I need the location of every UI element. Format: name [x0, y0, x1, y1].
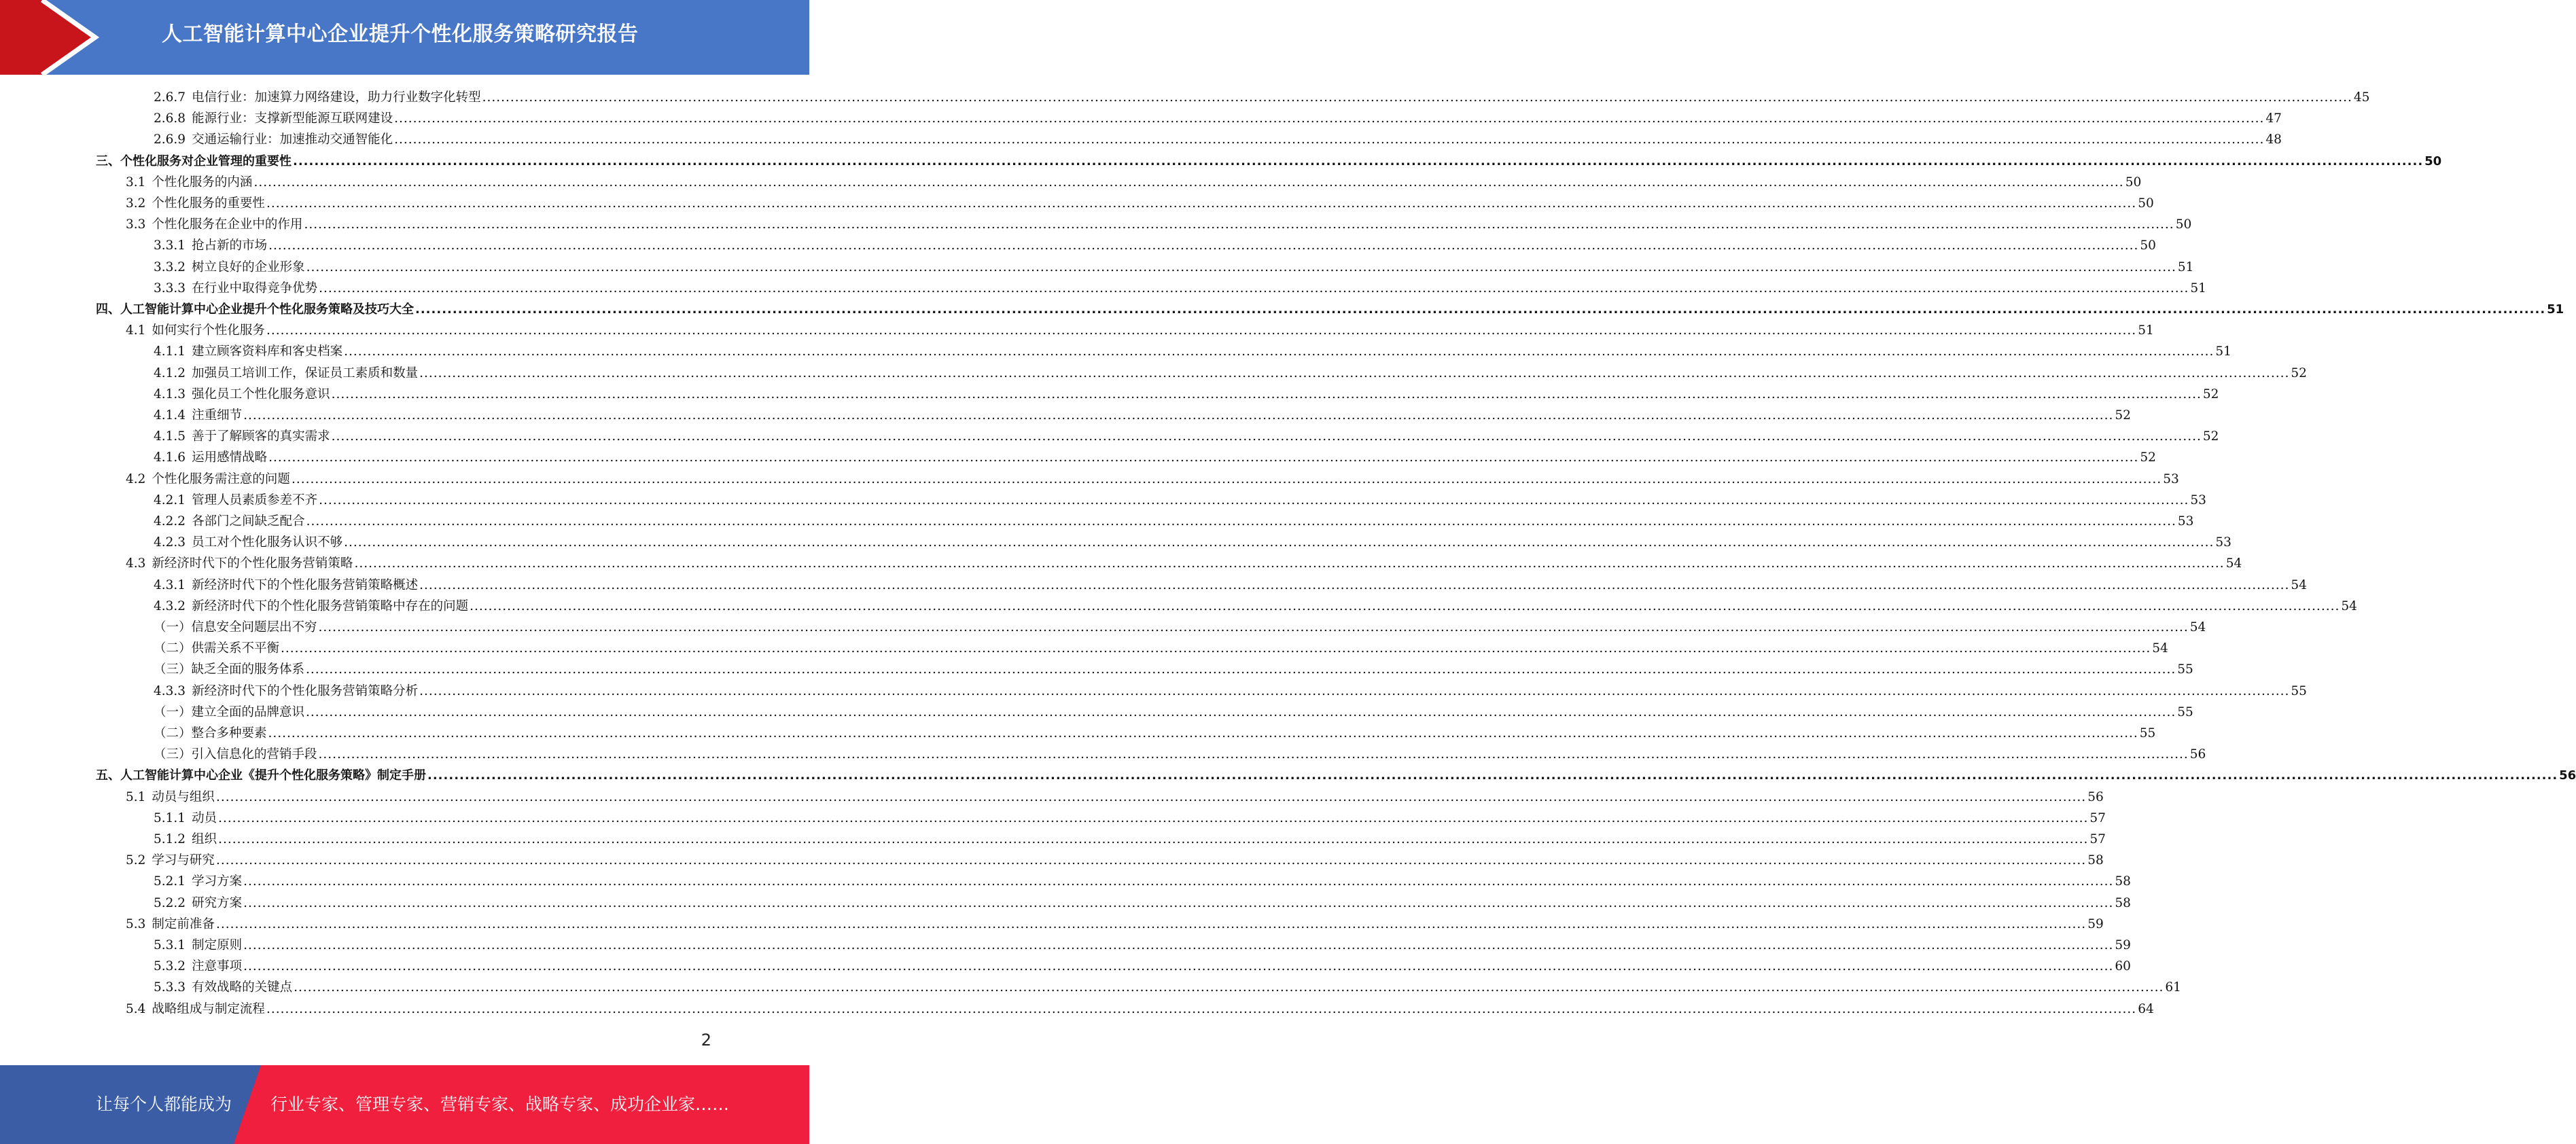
toc-entry-page: 56 [2189, 747, 2206, 762]
toc-entry-page: 50 [2138, 196, 2154, 211]
toc-dot-leader: ................................................................................................................................................................................................................................................................................................................................................................................................................ [243, 874, 2114, 889]
toc-entry-label [154, 977, 292, 998]
toc-dot-leader: ................................................................................................................................................................................................................................................................................................................................................................................................................ [215, 916, 2087, 931]
toc-entry-title: 交通运输行业：加速推动交通智能化 [192, 132, 393, 147]
toc-entry-page: 54 [2189, 620, 2206, 634]
toc-entry-label [154, 129, 393, 150]
toc-entry-number: 4.1.5 [154, 429, 186, 444]
toc-entry-title: 学习与研究 [152, 853, 215, 868]
toc-entry[interactable] [154, 384, 2219, 405]
toc-entry-label [154, 532, 342, 553]
toc-entry-label [154, 871, 242, 892]
toc-entry-label [96, 151, 292, 172]
toc-entry-title: （三）缺乏全面的服务体系 [154, 662, 305, 677]
toc-dot-leader: ................................................................................................................................................................................................................................................................................................................................................................................................................ [419, 683, 2290, 698]
toc-entry-page: 56 [2087, 789, 2104, 804]
toc-dot-leader: ................................................................................................................................................................................................................................................................................................................................................................................................................ [266, 1001, 2137, 1016]
toc-entry-label [154, 744, 317, 765]
toc-entry[interactable] [154, 617, 2206, 638]
toc-entry-title: 强化员工个性化服务意识 [192, 387, 330, 401]
toc-entry-page: 54 [2225, 556, 2242, 571]
toc-entry-number: 3.3.1 [154, 238, 186, 253]
toc-entry-title: （一）建立全面的品牌意识 [154, 704, 305, 719]
toc-entry-label [96, 765, 426, 786]
toc-entry-page: 58 [2115, 895, 2131, 910]
toc-entry-title: 运用感情战略 [192, 450, 268, 465]
toc-entry[interactable] [154, 702, 2193, 723]
toc-entry-title: 在行业中取得竞争优势 [192, 281, 318, 296]
toc-entry-page: 51 [2138, 323, 2154, 338]
toc-entry-page: 51 [2215, 344, 2231, 359]
toc-dot-leader: ................................................................................................................................................................................................................................................................................................................................................................................................................ [215, 853, 2087, 868]
toc-entry-number: 2.6.7 [154, 90, 186, 105]
toc-entry-label [154, 956, 242, 977]
toc-entry-label [126, 214, 302, 235]
toc-entry[interactable] [154, 278, 2206, 299]
toc-dot-leader: ................................................................................................................................................................................................................................................................................................................................................................................................................ [253, 175, 2124, 190]
toc-entry-title: 善于了解顾客的真实需求 [192, 429, 330, 444]
toc-entry-number: 5.1 [126, 789, 146, 804]
toc-entry-number: 4.1.1 [154, 344, 186, 359]
toc-entry-page: 52 [2140, 450, 2156, 465]
toc-entry[interactable] [96, 299, 2564, 320]
toc-dot-leader: ................................................................................................................................................................................................................................................................................................................................................................................................................ [268, 450, 2139, 465]
toc-dot-leader: ................................................................................................................................................................................................................................................................................................................................................................................................................ [415, 302, 2546, 317]
toc-entry-label [126, 914, 215, 935]
toc-entry[interactable] [154, 447, 2156, 468]
toc-entry-title: 电信行业：加速算力网络建设，助力行业数字化转型 [192, 90, 481, 105]
toc-entry[interactable] [154, 744, 2206, 765]
toc-entry[interactable] [154, 405, 2131, 426]
toc-entry-title: 三、个性化服务对企业管理的重要性 [96, 154, 292, 168]
toc-entry[interactable] [154, 363, 2307, 384]
toc-entry-title: 注重细节 [192, 408, 243, 423]
toc-entry-title: 个性化服务在企业中的作用 [152, 217, 303, 232]
toc-entry-title: 四、人工智能计算中心企业提升个性化服务策略及技巧大全 [96, 302, 414, 317]
toc-entry[interactable] [126, 214, 2192, 235]
toc-entry-label [154, 426, 330, 447]
toc-dot-leader: ................................................................................................................................................................................................................................................................................................................................................................................................................ [344, 344, 2215, 359]
toc-entry-page: 61 [2165, 980, 2181, 995]
toc-entry-title: 个性化服务的内涵 [152, 175, 253, 190]
toc-entry[interactable] [96, 765, 2576, 786]
toc-entry-page: 58 [2087, 853, 2104, 868]
toc-entry-title: 制定原则 [192, 938, 243, 952]
toc-entry-label [126, 469, 290, 490]
toc-entry-label [154, 235, 267, 256]
toc-entry[interactable] [154, 638, 2168, 659]
toc-dot-leader: ................................................................................................................................................................................................................................................................................................................................................................................................................ [268, 238, 2139, 253]
toc-entry[interactable] [126, 469, 2179, 490]
toc-entry-label [154, 893, 242, 914]
toc-entry-page: 52 [2115, 408, 2131, 423]
toc-entry[interactable] [154, 257, 2194, 278]
toc-entry-title: 新经济时代下的个性化服务营销策略概述 [192, 577, 419, 592]
toc-entry-page: 53 [2190, 493, 2206, 507]
toc-entry-number: 4.3.3 [154, 683, 186, 698]
toc-dot-leader: ................................................................................................................................................................................................................................................................................................................................................................................................................ [243, 938, 2114, 952]
toc-entry-number: 4.2.2 [154, 514, 186, 529]
toc-entry-title: 个性化服务的重要性 [152, 196, 265, 211]
toc-entry-number: 5.3.2 [154, 959, 186, 974]
toc-entry-label [154, 659, 304, 680]
toc-dot-leader: ................................................................................................................................................................................................................................................................................................................................................................................................................ [394, 111, 2265, 126]
toc-entry[interactable] [154, 341, 2231, 362]
toc-entry-label [96, 299, 414, 320]
toc-entry-page: 60 [2115, 959, 2131, 974]
toc-entry-page: 59 [2087, 916, 2104, 931]
toc-entry[interactable] [126, 172, 2142, 193]
toc-entry-page: 52 [2202, 429, 2219, 444]
toc-entry-number: 4.3 [126, 556, 146, 571]
toc-entry-label [154, 87, 481, 108]
toc-dot-leader: ................................................................................................................................................................................................................................................................................................................................................................................................................ [218, 832, 2089, 846]
toc-dot-leader: ................................................................................................................................................................................................................................................................................................................................................................................................................ [306, 704, 2176, 719]
toc-entry-page: 52 [2202, 387, 2219, 401]
toc-entry[interactable] [154, 659, 2193, 680]
toc-entry-title: 新经济时代下的个性化服务营销策略分析 [192, 683, 419, 698]
toc-entry[interactable] [126, 193, 2154, 214]
toc-entry-page: 58 [2115, 874, 2131, 889]
toc-dot-leader: ................................................................................................................................................................................................................................................................................................................................................................................................................ [482, 90, 2352, 105]
toc-entry-page: 57 [2089, 832, 2106, 846]
toc-dot-leader: ................................................................................................................................................................................................................................................................................................................................................................................................................ [331, 387, 2202, 401]
toc-entry-label [126, 850, 215, 871]
toc-dot-leader: ................................................................................................................................................................................................................................................................................................................................................................................................................ [419, 365, 2290, 380]
toc-entry-title: 动员与组织 [152, 789, 215, 804]
toc-entry-page: 51 [2177, 260, 2194, 274]
toc-entry-title: 研究方案 [192, 895, 243, 910]
toc-entry[interactable] [154, 596, 2357, 617]
toc-entry-number: 3.3.3 [154, 281, 186, 296]
toc-entry[interactable] [154, 511, 2194, 532]
toc-dot-leader: ................................................................................................................................................................................................................................................................................................................................................................................................................ [306, 662, 2176, 677]
toc-dot-leader: ................................................................................................................................................................................................................................................................................................................................................................................................................ [243, 408, 2114, 423]
toc-dot-leader: ................................................................................................................................................................................................................................................................................................................................................................................................................ [243, 895, 2114, 910]
toc-entry-title: （一）信息安全问题层出不穷 [154, 620, 317, 634]
toc-dot-leader: ................................................................................................................................................................................................................................................................................................................................................................................................................ [243, 959, 2114, 974]
toc-entry-label [154, 617, 317, 638]
toc-entry-title: 各部门之间缺乏配合 [192, 514, 305, 529]
toc-entry-title: 个性化服务需注意的问题 [152, 471, 290, 486]
toc-entry-number: 3.3.2 [154, 260, 186, 274]
footer-slogan: 让每个人都能成为 [96, 1094, 232, 1114]
toc-entry[interactable] [154, 129, 2282, 150]
toc-entry-number: 2.6.9 [154, 132, 186, 147]
page-number: 2 [701, 1031, 711, 1050]
toc-entry-number: 5.2 [126, 853, 146, 868]
toc-entry-number: 4.1.3 [154, 387, 186, 401]
toc-entry[interactable] [126, 850, 2104, 871]
toc-entry-title: 新经济时代下的个性化服务营销策略中存在的问题 [192, 598, 469, 613]
toc-dot-leader: ................................................................................................................................................................................................................................................................................................................................................................................................................ [318, 747, 2189, 762]
page-footer [0, 1065, 809, 1144]
toc-entry-title: 加强员工培训工作，保证员工素质和数量 [192, 365, 419, 380]
toc-entry[interactable] [154, 490, 2206, 511]
toc-dot-leader: ................................................................................................................................................................................................................................................................................................................................................................................................................ [294, 980, 2164, 995]
toc-dot-leader: ................................................................................................................................................................................................................................................................................................................................................................................................................ [291, 471, 2162, 486]
toc-entry-page: 59 [2115, 938, 2131, 952]
toc-entry-label [154, 278, 317, 299]
toc-entry-label [154, 447, 267, 468]
toc-entry-number: 4.2.1 [154, 493, 186, 507]
toc-entry-label [154, 681, 418, 702]
toc-entry-title: 能源行业：支撑新型能源互联网建设 [192, 111, 393, 126]
toc-entry-page: 53 [2177, 514, 2194, 529]
toc-entry-label [154, 341, 342, 362]
toc-entry-number: 4.3.1 [154, 577, 186, 592]
toc-entry[interactable] [154, 829, 2106, 850]
toc-entry[interactable] [154, 108, 2282, 129]
toc-dot-leader: ................................................................................................................................................................................................................................................................................................................................................................................................................ [318, 620, 2189, 634]
toc-entry-page: 48 [2265, 132, 2282, 147]
toc-entry-title: 如何实行个性化服务 [152, 323, 265, 338]
toc-entry-page: 50 [2125, 175, 2142, 190]
toc-entry-label [154, 808, 217, 829]
toc-entry-number: 5.3.1 [154, 938, 186, 952]
toc-entry-page: 47 [2265, 111, 2282, 126]
toc-dot-leader: ................................................................................................................................................................................................................................................................................................................................................................................................................ [266, 196, 2137, 211]
toc-entry-number: 4.2 [126, 471, 146, 486]
toc-entry-page: 50 [2175, 217, 2192, 232]
toc-entry-label [154, 405, 242, 426]
toc-entry-page: 53 [2163, 471, 2179, 486]
toc-entry-page: 45 [2353, 90, 2370, 105]
toc-entry-page: 52 [2291, 365, 2307, 380]
toc-dot-leader: ................................................................................................................................................................................................................................................................................................................................................................................................................ [344, 535, 2215, 550]
toc-entry-page: 51 [2547, 302, 2564, 317]
toc-dot-leader: ................................................................................................................................................................................................................................................................................................................................................................................................................ [306, 514, 2176, 529]
toc-entry-title: 树立良好的企业形象 [192, 260, 305, 274]
toc-entry-number: 5.1.2 [154, 832, 186, 846]
toc-entry-page: 55 [2177, 662, 2193, 677]
toc-entry-title: 制定前准备 [152, 916, 215, 931]
toc-entry-number: 3.1 [126, 175, 146, 190]
toc-entry-page: 55 [2177, 704, 2193, 719]
toc-entry-number: 4.1 [126, 323, 146, 338]
toc-dot-leader: ................................................................................................................................................................................................................................................................................................................................................................................................................ [215, 789, 2087, 804]
toc-entry-title: 抢占新的市场 [192, 238, 268, 253]
toc-entry-page: 57 [2089, 810, 2106, 825]
toc-entry-label [154, 829, 217, 850]
toc-entry-label [154, 702, 304, 723]
toc-entry-number: 3.3 [126, 217, 146, 232]
toc-entry[interactable] [126, 914, 2104, 935]
toc-entry-number: 3.2 [126, 196, 146, 211]
toc-entry-page: 51 [2190, 281, 2206, 296]
toc-entry[interactable] [154, 935, 2131, 956]
toc-entry-title: （二）整合多种要素 [154, 726, 267, 740]
toc-entry-label [154, 596, 468, 617]
toc-entry-page: 53 [2215, 535, 2231, 550]
toc-dot-leader: ................................................................................................................................................................................................................................................................................................................................................................................................................ [331, 429, 2202, 444]
toc-entry-title: 学习方案 [192, 874, 243, 889]
toc-entry-label [154, 723, 267, 744]
toc-entry-number: 4.1.4 [154, 408, 186, 423]
toc-entry-number: 4.1.6 [154, 450, 186, 465]
toc-entry[interactable] [154, 87, 2370, 108]
toc-dot-leader: ................................................................................................................................................................................................................................................................................................................................................................................................................ [218, 810, 2089, 825]
toc-entry-page: 56 [2559, 768, 2576, 783]
toc-entry-label [126, 553, 353, 574]
toc-entry[interactable] [154, 235, 2156, 256]
toc-entry-label [154, 108, 393, 129]
toc-dot-leader: ................................................................................................................................................................................................................................................................................................................................................................................................................ [354, 556, 2225, 571]
toc-entry-label [126, 320, 265, 341]
toc-entry[interactable] [154, 575, 2307, 596]
toc-entry-label [154, 511, 305, 532]
page-header [0, 0, 809, 75]
toc-entry-label [154, 257, 305, 278]
toc-entry[interactable] [154, 723, 2156, 744]
toc-entry-title: 新经济时代下的个性化服务营销策略 [152, 556, 353, 571]
toc-entry-page: 54 [2152, 641, 2168, 656]
toc-entry-title: 战略组成与制定流程 [152, 1001, 265, 1016]
toc-entry-number: 5.3 [126, 916, 146, 931]
toc-entry-label [126, 193, 265, 214]
toc-entry[interactable] [154, 977, 2181, 998]
toc-entry-page: 55 [2139, 726, 2156, 740]
toc-entry-label [154, 638, 279, 659]
toc-entry-page: 50 [2424, 154, 2442, 168]
toc-entry-number: 5.1.1 [154, 810, 186, 825]
toc-entry-number: 4.1.2 [154, 365, 186, 380]
toc-entry-label [154, 384, 330, 405]
toc-dot-leader: ................................................................................................................................................................................................................................................................................................................................................................................................................ [281, 641, 2151, 656]
toc-dot-leader: ................................................................................................................................................................................................................................................................................................................................................................................................................ [319, 281, 2189, 296]
toc-entry[interactable] [154, 532, 2231, 553]
toc-entry-page: 50 [2140, 238, 2156, 253]
toc-entry-title: 管理人员素质参差不齐 [192, 493, 318, 507]
toc-entry-number: 2.6.8 [154, 111, 186, 126]
toc-entry-title: 员工对个性化服务认识不够 [192, 535, 343, 550]
toc-dot-leader: ................................................................................................................................................................................................................................................................................................................................................................................................................ [293, 154, 2424, 168]
toc-entry-title: 建立顾客资料库和客史档案 [192, 344, 343, 359]
toc-dot-leader: ................................................................................................................................................................................................................................................................................................................................................................................................................ [319, 493, 2189, 507]
toc-dot-leader: ................................................................................................................................................................................................................................................................................................................................................................................................................ [427, 768, 2558, 783]
toc-entry[interactable] [126, 553, 2242, 574]
toc-entry-number: 4.3.2 [154, 598, 186, 613]
toc-entry-label [154, 363, 418, 384]
footer-roles: 行业专家、管理专家、营销专家、战略专家、成功企业家…… [270, 1094, 730, 1114]
toc-entry-number: 5.2.2 [154, 895, 186, 910]
toc-entry-title: 有效战略的关键点 [192, 980, 293, 995]
toc-entry-number: 5.4 [126, 1001, 146, 1016]
toc-entry-number: 5.3.3 [154, 980, 186, 995]
toc-dot-leader: ................................................................................................................................................................................................................................................................................................................................................................................................................ [266, 323, 2137, 338]
toc-dot-leader: ................................................................................................................................................................................................................................................................................................................................................................................................................ [470, 598, 2340, 613]
toc-dot-leader: ................................................................................................................................................................................................................................................................................................................................................................................................................ [394, 132, 2265, 147]
toc-entry[interactable] [154, 871, 2131, 892]
toc-entry[interactable] [96, 151, 2442, 172]
toc-entry-number: 5.2.1 [154, 874, 186, 889]
toc-entry[interactable] [154, 426, 2219, 447]
toc-entry[interactable] [126, 787, 2104, 808]
toc-entry-number: 4.2.3 [154, 535, 186, 550]
toc-entry-title: 注意事项 [192, 959, 243, 974]
toc-entry[interactable] [126, 999, 2154, 1020]
toc-entry-label [154, 490, 317, 511]
toc-entry-label [126, 172, 252, 193]
toc-entry[interactable] [154, 808, 2106, 829]
toc-entry[interactable] [154, 956, 2131, 977]
toc-entry-title: 动员 [192, 810, 217, 825]
toc-entry-title: 五、人工智能计算中心企业《提升个性化服务策略》制定手册 [96, 768, 426, 783]
toc-dot-leader: ................................................................................................................................................................................................................................................................................................................................................................................................................ [419, 577, 2290, 592]
toc-entry-title: （三）引入信息化的营销手段 [154, 747, 317, 762]
toc-entry-page: 54 [2291, 577, 2307, 592]
toc-entry-page: 64 [2138, 1001, 2154, 1016]
toc-dot-leader: ................................................................................................................................................................................................................................................................................................................................................................................................................ [268, 726, 2138, 740]
toc-entry-page: 54 [2341, 598, 2357, 613]
toc-entry-title: 组织 [192, 832, 217, 846]
toc-entry[interactable] [154, 893, 2131, 914]
toc-entry-label [126, 999, 265, 1020]
toc-entry[interactable] [154, 681, 2307, 702]
toc-entry-label [126, 787, 215, 808]
toc-entry[interactable] [126, 320, 2154, 341]
toc-entry-page: 55 [2291, 683, 2307, 698]
toc-entry-title: （二）供需关系不平衡 [154, 641, 280, 656]
toc-entry-label [154, 575, 418, 596]
toc-dot-leader: ................................................................................................................................................................................................................................................................................................................................................................................................................ [304, 217, 2174, 232]
header-arrow-decoration [0, 0, 109, 75]
toc-entry-label [154, 935, 242, 956]
toc-dot-leader: ................................................................................................................................................................................................................................................................................................................................................................................................................ [306, 260, 2176, 274]
report-title: 人工智能计算中心企业提升个性化服务策略研究报告 [162, 22, 639, 46]
